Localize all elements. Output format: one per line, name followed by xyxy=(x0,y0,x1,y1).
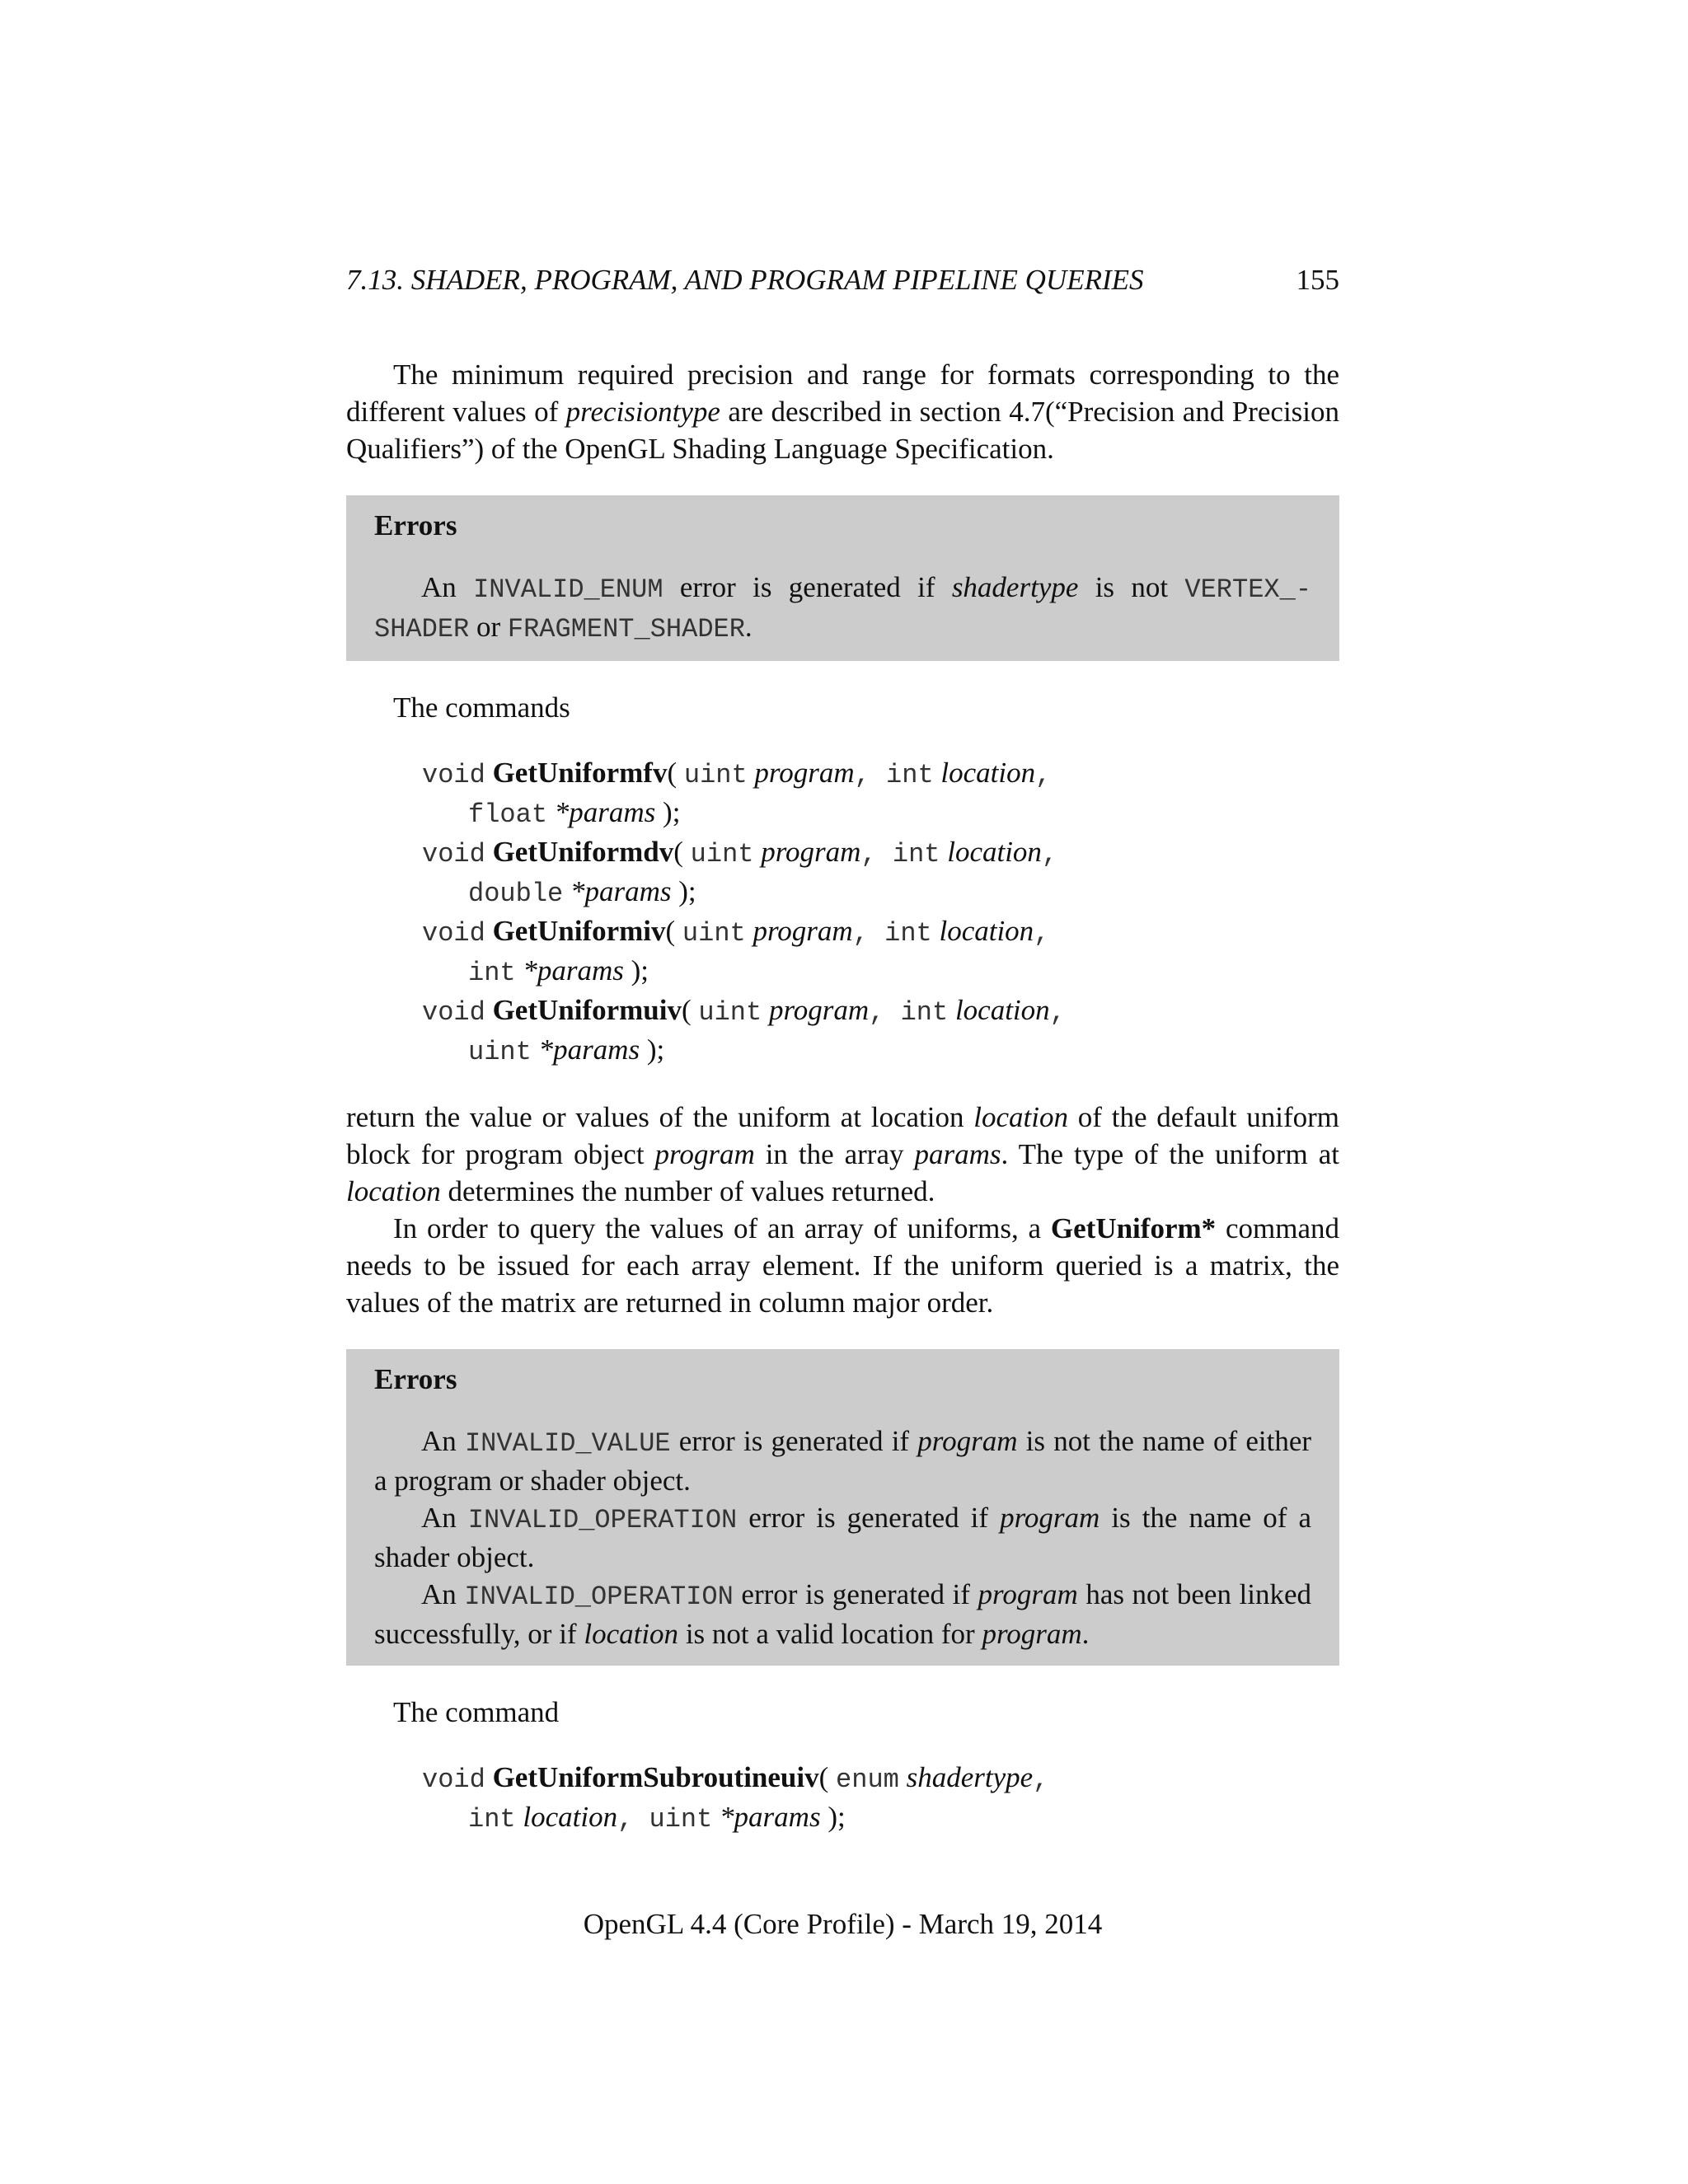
text-run: , xyxy=(1049,997,1066,1028)
text-run: VERTEX_-SHADER xyxy=(374,574,1312,644)
text-run: has not been linked successfully, or if xyxy=(374,1578,1312,1650)
text-run: *params xyxy=(554,796,656,828)
text-run: int xyxy=(900,997,949,1028)
text-run: void xyxy=(422,918,485,949)
text-run: , xyxy=(852,918,885,949)
errors-box-shadertype xyxy=(346,495,1339,661)
text-run: ( xyxy=(667,757,684,789)
text-run: An xyxy=(421,1502,468,1534)
page-number: 155 xyxy=(1296,264,1339,296)
text-run: , xyxy=(1033,1765,1049,1795)
prototype-line xyxy=(422,833,1339,873)
error-item xyxy=(374,569,1311,648)
text-run: in the array xyxy=(754,1138,915,1170)
text-run: error is generated if xyxy=(733,1578,978,1610)
text-run: The minimum required precision and range for formats corresponding to the different values of xyxy=(346,359,1339,428)
text-run: FRAGMENT_SHADER xyxy=(507,614,745,644)
prototype-line xyxy=(422,873,1339,912)
text-run: location xyxy=(584,1618,679,1650)
text-run: INVALID_ENUM xyxy=(473,574,663,605)
text-run: uint xyxy=(649,1804,713,1835)
text-run: , xyxy=(854,760,887,790)
text-run: program xyxy=(982,1618,1082,1650)
text-run: An xyxy=(421,1578,465,1610)
text-run: double xyxy=(468,879,564,909)
text-run: *params xyxy=(523,954,624,987)
text-run: or xyxy=(469,611,508,643)
text-run: shadertype xyxy=(951,571,1079,603)
text-run: is not xyxy=(1078,571,1185,603)
text-run: enum xyxy=(836,1765,899,1795)
text-run: program xyxy=(753,915,853,947)
array-paragraph xyxy=(346,1210,1339,1321)
error-item xyxy=(374,1499,1311,1576)
text-run: *params xyxy=(538,1033,640,1066)
text-run: INVALID_OPERATION xyxy=(467,1505,738,1535)
prototype-line xyxy=(422,912,1339,952)
text-run: program xyxy=(1000,1502,1100,1534)
text-run: In order to query the values of an array of uniforms, a xyxy=(393,1212,1051,1244)
text-run: int xyxy=(468,1804,516,1835)
prototype-line xyxy=(422,1759,1339,1798)
text-run: . xyxy=(1081,1618,1090,1650)
running-header xyxy=(346,262,1339,298)
text-run: void xyxy=(422,760,485,790)
command-prototype-getuniformdv xyxy=(422,833,1339,912)
text-run: void xyxy=(422,839,485,869)
text-run: location xyxy=(523,1801,618,1833)
text-run: GetUniformiv xyxy=(492,915,666,947)
text-run: precisiontype xyxy=(565,396,720,428)
text-run: uint xyxy=(698,997,762,1028)
command-prototype-getuniformsubroutineuiv xyxy=(422,1759,1339,1838)
command-prototype-getuniformiv xyxy=(422,912,1339,991)
text-run: program xyxy=(978,1578,1078,1610)
text-run: , xyxy=(860,839,893,869)
text-run: is the name of a shader object. xyxy=(374,1502,1311,1573)
text-run: location xyxy=(940,757,1036,789)
text-run: location xyxy=(954,994,1050,1026)
commands-intro: The commands xyxy=(393,691,570,724)
text-run: ); xyxy=(655,796,681,828)
text-run: ( xyxy=(818,1761,837,1793)
text-run: location xyxy=(947,836,1042,868)
text-run: GetUniform* xyxy=(1050,1212,1217,1244)
error-item xyxy=(374,1576,1311,1652)
command-prototype-getuniformfv xyxy=(422,754,1339,833)
text-run: GetUniformfv xyxy=(492,757,668,789)
text-run: program xyxy=(754,757,855,789)
text-run: void xyxy=(422,997,485,1028)
prototype-line xyxy=(422,1798,1339,1838)
text-run: return the value or values of the uniform at location xyxy=(346,1101,974,1133)
text-run: uint xyxy=(690,839,754,869)
text-run: float xyxy=(468,799,548,830)
text-run: location xyxy=(973,1101,1068,1133)
text-run: program xyxy=(654,1138,755,1170)
text-run: An xyxy=(421,571,474,603)
text-run: program xyxy=(761,836,861,868)
command-prototype-getuniformuiv xyxy=(422,991,1339,1071)
text-run: error is generated if xyxy=(670,1425,918,1457)
text-run: . The type of the uniform at xyxy=(1001,1138,1339,1170)
text-run: are described in section 4.7(“Precision and Precision Qualifiers”) of the OpenGL Shading Language Specification. xyxy=(346,396,1340,465)
text-run: uint xyxy=(683,760,748,790)
text-run: error is generated if xyxy=(737,1502,1001,1534)
header-title: 7.13. SHADER, PROGRAM, AND PROGRAM PIPELINE QUERIES xyxy=(346,264,1144,296)
text-run: GetUniformSubroutineuiv xyxy=(492,1761,819,1793)
text-run: location xyxy=(346,1175,441,1207)
text-run: , xyxy=(869,997,901,1028)
text-run: *params xyxy=(570,875,672,907)
text-run: uint xyxy=(682,918,746,949)
text-run: ); xyxy=(623,954,649,987)
text-run: , xyxy=(1034,918,1050,949)
text-run: , xyxy=(617,1804,649,1835)
text-run: program xyxy=(768,994,870,1026)
text-run: void xyxy=(422,1765,485,1795)
text-run: int xyxy=(468,958,516,988)
prototype-line xyxy=(422,754,1339,794)
text-run: int xyxy=(884,918,932,949)
text-run: location xyxy=(939,915,1034,947)
prototype-line xyxy=(422,1031,1339,1071)
page-body xyxy=(346,356,1339,1866)
returns-paragraph xyxy=(346,1099,1339,1210)
page-footer: OpenGL 4.4 (Core Profile) - March 19, 2014 xyxy=(583,1908,1103,1940)
text-run: , xyxy=(1035,760,1052,790)
text-run: error is generated if xyxy=(663,571,952,603)
text-run: shadertype xyxy=(906,1761,1034,1793)
intro-paragraph xyxy=(346,356,1339,467)
command-list xyxy=(422,754,1339,1071)
text-run: GetUniformdv xyxy=(492,836,674,868)
text-run: of the default uniform block for program object xyxy=(346,1101,1339,1170)
text-run: ); xyxy=(640,1033,665,1066)
text-run: determines the number of values returned. xyxy=(440,1175,935,1207)
text-run: ); xyxy=(820,1801,846,1833)
prototype-line xyxy=(422,794,1339,833)
text-run: INVALID_VALUE xyxy=(464,1428,671,1459)
text-run: uint xyxy=(468,1037,532,1067)
text-run: is not a valid location for xyxy=(678,1618,982,1650)
text-run: , xyxy=(1041,839,1058,869)
errors-heading: Errors xyxy=(374,1363,457,1395)
errors-heading: Errors xyxy=(374,509,457,541)
text-run: params xyxy=(914,1138,1001,1170)
errors-box-getuniform xyxy=(346,1349,1339,1666)
text-run: INVALID_OPERATION xyxy=(464,1582,734,1612)
text-run: ( xyxy=(681,994,699,1026)
text-run: ( xyxy=(673,836,691,868)
text-run: . xyxy=(744,611,753,643)
text-run: ( xyxy=(665,915,682,947)
command-intro: The command xyxy=(393,1696,560,1728)
text-run: *params xyxy=(720,1801,821,1833)
text-run: ); xyxy=(671,875,696,907)
prototype-line xyxy=(422,952,1339,991)
error-item xyxy=(374,1422,1311,1499)
prototype-line xyxy=(422,991,1339,1031)
text-run: An xyxy=(421,1425,465,1457)
text-run: int xyxy=(892,839,940,869)
text-run: command needs to be issued for each array element. If the uniform queried is a matrix, the values of the matrix are returned in column major order. xyxy=(346,1212,1339,1319)
text-run: GetUniformuiv xyxy=(492,994,682,1026)
text-run: int xyxy=(886,760,934,790)
text-run: is not the name of either a program or shader object. xyxy=(374,1425,1312,1497)
text-run: program xyxy=(917,1425,1018,1457)
